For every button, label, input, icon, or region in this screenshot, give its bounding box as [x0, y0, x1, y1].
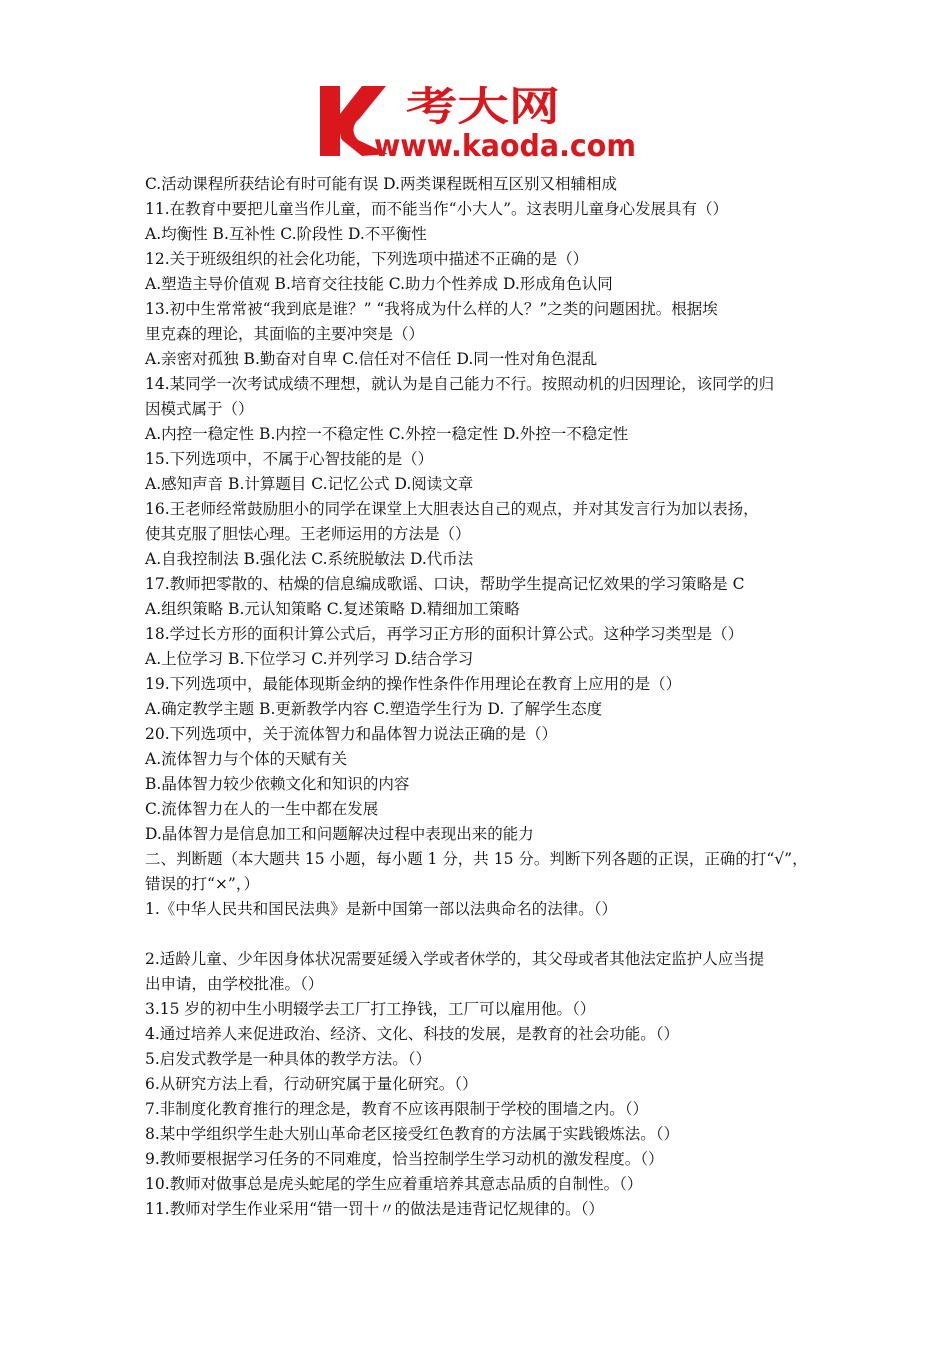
text-line: 8.某中学组织学生赴大别山革命老区接受红色教育的方法属于实践锻炼法。（） [145, 1125, 680, 1143]
text-line: 错误的打“×”，） [145, 875, 260, 893]
text-line: 出申请，由学校批准。（） [145, 975, 324, 993]
text-line: 2.适龄儿童、少年因身体状况需要延缓入学或者休学的，其父母或者其他法定监护人应当提 [145, 950, 765, 968]
text-line: D.晶体智力是信息加工和问题解决过程中表现出来的能力 [145, 825, 534, 843]
text-line: 19.下列选项中，最能体现斯金纳的操作性条件作用理论在教育上应用的是（） [145, 675, 682, 693]
text-line: 5.启发式教学是一种具体的教学方法。（） [145, 1050, 432, 1068]
text-line: 里克森的理论，其面临的主要冲突是（） [145, 325, 425, 343]
kaoda-logo [316, 78, 638, 162]
text-line: 18.学过长方形的面积计算公式后，再学习正方形的面积计算公式。这种学习类型是（） [145, 625, 744, 643]
text-line: A.上位学习 B.下位学习 C.并列学习 D.结合学习 [145, 650, 474, 668]
text-line: 7.非制度化教育推行的理念是，教育不应该再限制于学校的围墙之内。（） [145, 1100, 649, 1118]
text-line: 二、判断题（本大题共 15 小题，每小题 1 分，共 15 分。判断下列各题的正误，正确的打“√”， [145, 850, 808, 868]
text-line: A.感知声音 B.计算题目 C.记忆公式 D.阅读文章 [145, 475, 474, 493]
text-line: 17.教师把零散的、枯燥的信息编成歌谣、口诀，帮助学生提高记忆效果的学习策略是 C [145, 575, 745, 593]
text-line: 3.15 岁的初中生小明辍学去工厂打工挣钱，工厂可以雇用他。（） [145, 1000, 596, 1018]
text-line: 1.《中华人民共和国民法典》是新中国第一部以法典命名的法律。（） [145, 900, 618, 918]
text-line: 14.某同学一次考试成绩不理想，就认为是自己能力不行。按照动机的归因理论，该同学的归 [145, 375, 775, 393]
text-line: C.活动课程所获结论有时可能有误 D.两类课程既相互区别又相辅相成 [145, 175, 617, 193]
logo-brand-text: 考大网 [406, 84, 560, 130]
text-line: 16.王老师经常鼓励胆小的同学在课堂上大胆表达自己的观点，并对其发言行为加以表扬， [145, 500, 759, 518]
text-line: A.确定教学主题 B.更新教学内容 C.塑造学生行为 D. 了解学生态度 [145, 700, 603, 718]
text-line: A.内控一稳定性 B.内控一不稳定性 C.外控一稳定性 D.外控一不稳定性 [145, 425, 629, 443]
text-line: A.塑造主导价值观 B.培育交往技能 C.助力个性养成 D.形成角色认同 [145, 275, 613, 293]
text-line: 9.教师要根据学习任务的不同难度，恰当控制学生学习动机的激发程度。（） [145, 1150, 664, 1168]
text-line: 使其克服了胆怯心理。王老师运用的方法是（） [145, 525, 471, 543]
text-line: 10.教师对做事总是虎头蛇尾的学生应着重培养其意志品质的自制性。（） [145, 1175, 643, 1193]
text-line: A.流体智力与个体的天赋有关 [145, 750, 348, 768]
text-line: 12.关于班级组织的社会化功能，下列选项中描述不正确的是（） [145, 250, 589, 268]
logo-url-text: www.kaoda.com [374, 129, 636, 162]
text-line: 6.从研究方法上看，行动研究属于量化研究。（） [145, 1075, 478, 1093]
text-line: B.晶体智力较少依赖文化和知识的内容 [145, 775, 410, 793]
text-line: 20.下列选项中，关于流体智力和晶体智力说法正确的是（） [145, 725, 558, 743]
text-line: 15.下列选项中，不属于心智技能的是（） [145, 450, 434, 468]
text-line: C.流体智力在人的一生中都在发展 [145, 800, 379, 818]
text-line: A.均衡性 B.互补性 C.阶段性 D.不平衡性 [145, 225, 427, 243]
text-line: 11.教师对学生作业采用“错一罚十〃的做法是违背记忆规律的。（） [145, 1200, 604, 1218]
text-line: 11.在教育中要把儿童当作儿童，而不能当作“小大人”。这表明儿童身心发展具有（） [145, 200, 729, 218]
text-line: 4.通过培养人来促进政治、经济、文化、科技的发展，是教育的社会功能。（） [145, 1025, 680, 1043]
text-line: 因模式属于（） [145, 400, 254, 418]
text-line: A.组织策略 B.元认知策略 C.复述策略 D.精细加工策略 [145, 600, 520, 618]
text-line: A.自我控制法 B.强化法 C.系统脱敏法 D.代币法 [145, 550, 474, 568]
blank-line [145, 922, 815, 947]
text-line: A.亲密对孤独 B.勤奋对自卑 C.信任对不信任 D.同一性对角色混乱 [145, 350, 598, 368]
exam-content [145, 172, 815, 1222]
text-line: 13.初中生常常被“我到底是谁？” “我将成为什么样的人？”之类的问题困扰。根据埃 [145, 300, 718, 318]
